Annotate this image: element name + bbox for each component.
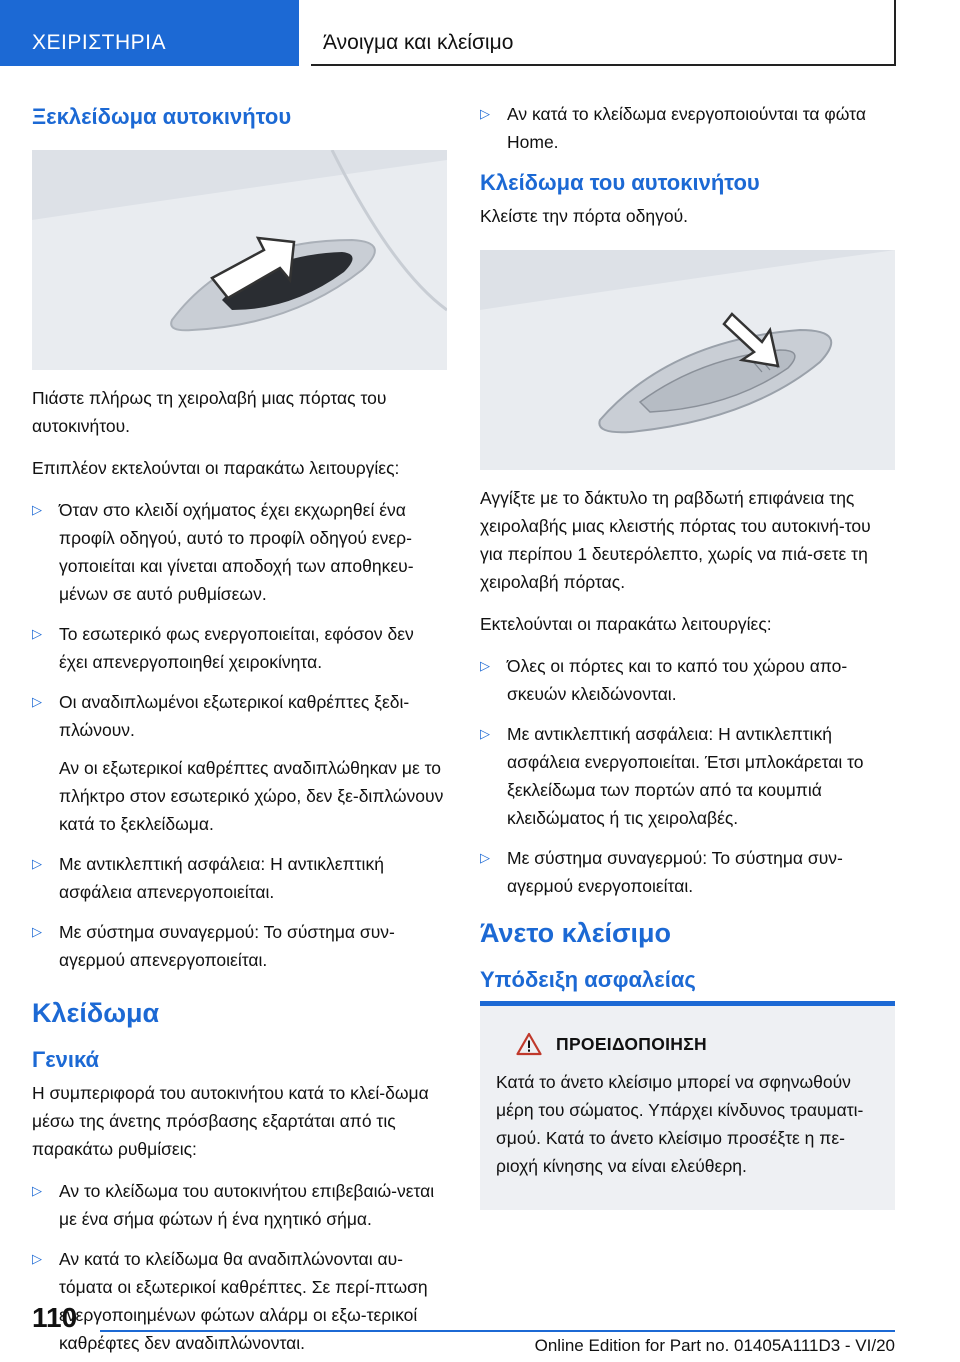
unlock-paragraph-1: Πιάστε πλήρως τη χειρολαβή μιας πόρτας του αυτοκινήτου. — [32, 388, 387, 436]
footer-edition: Online Edition for Part no. 01405A111D3 - VI/20 — [534, 1336, 895, 1355]
lock-heading: Κλείδωμα — [32, 998, 160, 1028]
list-item: ▷ Το εσωτερικό φως ενεργοποιείται, εφόσον δεν έχει απενεργοποιηθεί χειροκίνητα. — [32, 620, 447, 676]
mirror-note: Αν οι εξωτερικοί καθρέπτες αναδιπλώθηκαν με το πλήκτρο στον εσωτερικό χώρο, δεν ξε-διπλώνουν κατά το ξεκλείδωμα. — [59, 758, 444, 834]
list-item: ▷ Με σύστημα συναγερμού: Το σύστημα συν-αγερμού απενεργοποιείται. — [32, 918, 447, 974]
triangle-right-icon: ▷ — [32, 1183, 42, 1198]
comfort-close-heading: Άνετο κλείσιμο — [480, 918, 671, 948]
triangle-right-icon: ▷ — [480, 106, 490, 121]
triangle-right-icon: ▷ — [32, 1251, 42, 1266]
triangle-right-icon: ▷ — [480, 850, 490, 865]
warning-text: Κατά το άνετο κλείσιμο μπορεί να σφηνωθούν μέρη του σώματος. Υπάρχει κίνδυνος τραυματι-σμού. Κατά το άνετο κλείσιμο προσέξτε η πε-ριοχή κίνησης να είναι ελεύθερη. — [496, 1072, 864, 1176]
page-number: 110 — [32, 1302, 78, 1333]
footer-rule — [100, 1330, 895, 1332]
triangle-right-icon: ▷ — [32, 924, 42, 939]
warning-title: ΠΡΟΕΙΔΟΠΟΙΗΣΗ — [556, 1033, 707, 1054]
triangle-right-icon: ▷ — [480, 658, 490, 673]
triangle-right-icon: ▷ — [32, 626, 42, 641]
lock-functions-list — [480, 652, 895, 900]
list-item: ▷ Οι αναδιπλωμένοι εξωτερικοί καθρέπτες ξεδι-πλώνουν. Αν οι εξωτερικοί καθρέπτες αναδιπλώθηκαν με το πλήκτρο στον εσωτερικό χώρο, δεν ξε-διπλώνουν κατά το ξεκλείδωμα. — [32, 688, 447, 838]
list-item: ▷ Με σύστημα συναγερμού: Το σύστημα συν-αγερμού ενεργοποιείται. — [480, 844, 895, 900]
chapter-title: Άνοιγμα και κλείσιμο — [311, 0, 896, 66]
list-item: ▷ Αν κατά το κλείδωμα ενεργοποιούνται τα φώτα Home. — [480, 100, 895, 156]
door-handle-unlock-image — [32, 150, 447, 370]
lock-car-paragraph-3: Εκτελούνται οι παρακάτω λειτουργίες: — [480, 614, 772, 634]
right-column — [480, 100, 895, 1210]
unlock-functions-list — [32, 496, 447, 974]
warning-box — [480, 1006, 895, 1210]
left-column — [32, 100, 447, 1362]
list-item: ▷ Αν κατά το κλείδωμα θα αναδιπλώνονται αυ-τόματα οι εξωτερικοί καθρέπτες. Σε περί-πτωση ενεργοποιημένων φώτων αλάρμ οι εξω-τερικοί καθρέφτες δεν αναδιπλώνονται. — [32, 1245, 447, 1357]
lock-car-paragraph-1: Κλείστε την πόρτα οδηγού. — [480, 206, 689, 226]
warning-triangle-icon — [516, 1032, 542, 1056]
list-item: ▷ Με αντικλεπτική ασφάλεια: Η αντικλεπτική ασφάλεια ενεργοποιείται. Έτσι μπλοκάρεται το ξεκλείδωμα των πορτών από τα κουμπιά κλειδώματος ή τις χειρολαβές. — [480, 720, 895, 832]
triangle-right-icon: ▷ — [32, 502, 42, 517]
list-item: ▷ Όλες οι πόρτες και το καπό του χώρου απο-σκευών κλειδώνονται. — [480, 652, 895, 708]
lock-car-heading: Κλείδωμα του αυτοκινήτου — [480, 170, 760, 195]
door-handle-lock-image — [480, 250, 895, 470]
unlock-heading: Ξεκλείδωμα αυτοκινήτου — [32, 104, 292, 129]
triangle-right-icon: ▷ — [480, 726, 490, 741]
general-paragraph: Η συμπεριφορά του αυτοκινήτου κατά το κλεί-δωμα μέσω της άνετης πρόσβασης εξαρτάται από τις παρακάτω ρυθμίσεις: — [32, 1083, 429, 1159]
general-heading: Γενικά — [32, 1047, 100, 1072]
safety-note-heading: Υπόδειξη ασφαλείας — [480, 967, 696, 992]
section-tab: ΧΕΙΡΙΣΤΗΡΙΑ — [0, 0, 299, 66]
page-header — [0, 0, 960, 66]
unlock-paragraph-2: Επιπλέον εκτελούνται οι παρακάτω λειτουργίες: — [32, 458, 400, 478]
warning-header — [496, 1032, 879, 1056]
triangle-right-icon: ▷ — [32, 694, 42, 709]
list-item: ▷ Με αντικλεπτική ασφάλεια: Η αντικλεπτική ασφάλεια απενεργοποιείται. — [32, 850, 447, 906]
list-item: ▷ Αν το κλείδωμα του αυτοκινήτου επιβεβαιώ-νεται με ένα σήμα φώτων ή ένα ηχητικό σήμα. — [32, 1177, 447, 1233]
lock-car-paragraph-2: Αγγίξτε με το δάκτυλο τη ραβδωτή επιφάνεια της χειρολαβής μιας κλειστής πόρτας του αυτοκινή-του για περίπου 1 δευτερόλεπτο, χωρίς να πιά-σετε τη χειρολαβή πόρτας. — [480, 488, 871, 592]
triangle-right-icon: ▷ — [32, 856, 42, 871]
list-item: ▷ Όταν στο κλειδί οχήματος έχει εκχωρηθεί ένα προφίλ οδηγού, αυτό το προφίλ οδηγού ενερ-γοποιείται και γίνεται αποδοχή των αποθηκευ-μένων σε αυτό ρυθμίσεων. — [32, 496, 447, 608]
lock-settings-list-continued — [480, 100, 895, 156]
